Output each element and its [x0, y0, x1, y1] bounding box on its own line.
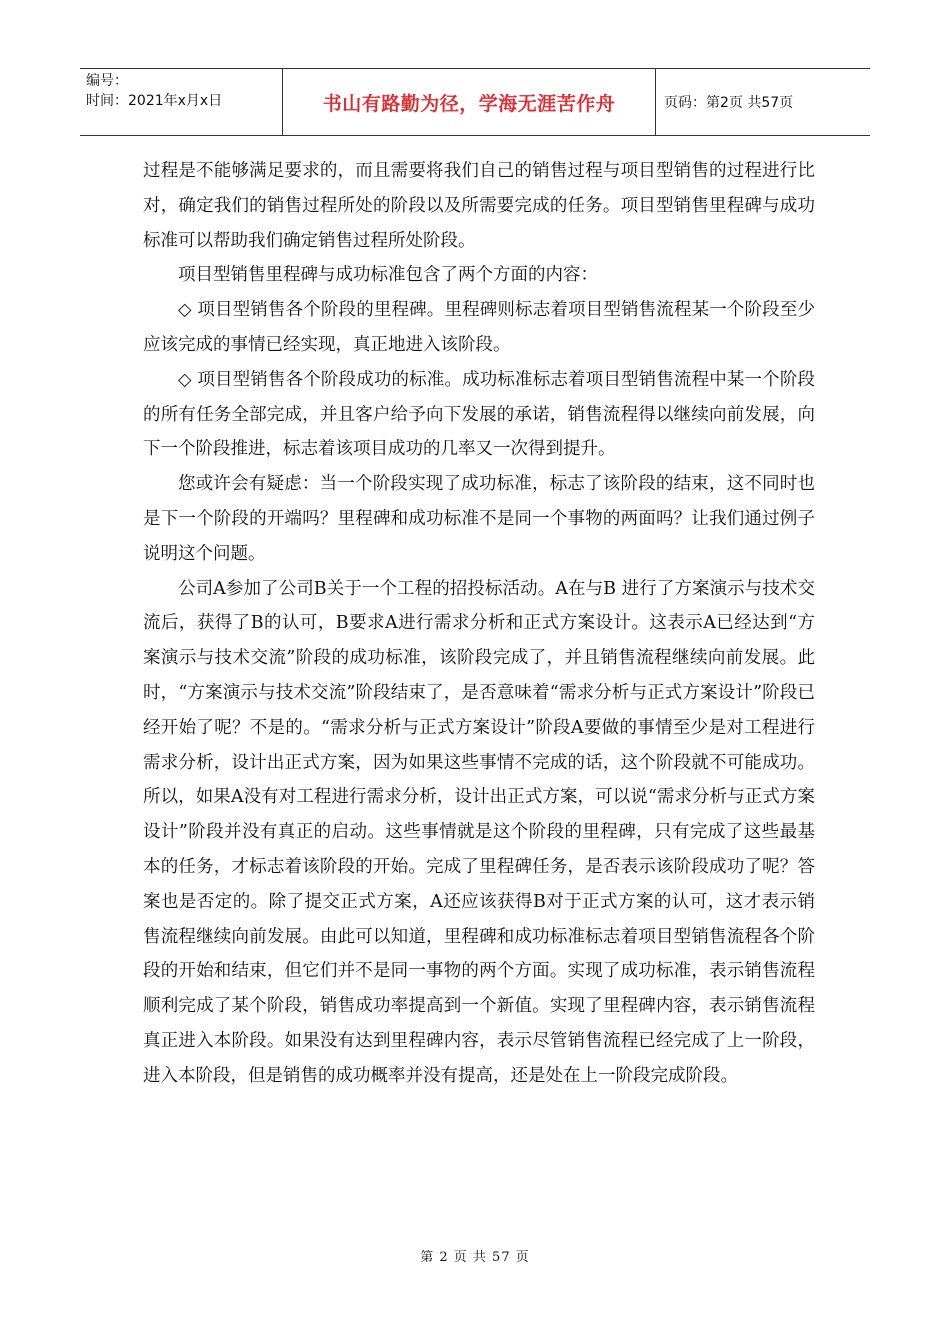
body-paragraph: 项目型销售里程碑与成功标准包含了两个方面的内容： [178, 265, 598, 286]
bullet-paragraph: ◇ 项目型销售各个阶段成功的标准。成功标准标志着项目型销售流程中某一个阶段的所有任务全部完成，并且客户给予向下发展的承诺，销售流程得以继续向前发展，向下一个阶段推进，标志着该项目成功的几率又一次得到提升。 [143, 369, 815, 460]
header-motto-cell [283, 69, 656, 135]
header-page-cell [656, 69, 870, 135]
page-header [80, 68, 870, 136]
document-number-label: 编号： [86, 73, 128, 89]
header-page-code: 页码：第2页 共57页 [664, 95, 794, 111]
bullet-paragraph: ◇ 项目型销售各个阶段的里程碑。里程碑则标志着项目型销售流程某一个阶段至少应该完成的事情已经实现，真正地进入该阶段。 [143, 300, 815, 355]
document-date-label: 时间：2021年x月x日 [86, 93, 223, 109]
document-body [143, 154, 815, 1094]
header-meta-cell [80, 69, 283, 135]
header-motto: 书山有路勤为径，学海无涯苦作舟 [322, 92, 616, 115]
page-footer: 第 2 页 共 57 页 [420, 1250, 530, 1265]
body-paragraph: 您或许会有疑虑：当一个阶段实现了成功标准，标志了该阶段的结束，这不同时也是下一个阶段的开端吗？里程碑和成功标准不是同一个事物的两面吗？让我们通过例子说明这个问题。 [143, 474, 815, 564]
body-paragraph: 过程是不能够满足要求的，而且需要将我们自己的销售过程与项目型销售的过程进行比对，确定我们的销售过程所处的阶段以及所需要完成的任务。项目型销售里程碑与成功标准可以帮助我们确定销售过程所处阶段。 [143, 161, 815, 251]
body-paragraph: 公司A参加了公司B关于一个工程的招投标活动。A在与B 进行了方案演示与技术交流后，获得了B的认可，B要求A进行需求分析和正式方案设计。这表示A已经达到“方案演示与技术交流”阶段的成功标准，该阶段完成了，并且销售流程继续向前发展。此时，“方案演示与技术交流”阶段结束了，是否意味着“需求分析与正式方案设计”阶段已经开始了呢？不是的。“需求分析与正式方案设计”阶段A要做的事情至少是对工程进行需求分析，设计出正式方案，因为如果这些事情不完成的话，这个阶段就不可能成功。所以，如果A没有对工程进行需求分析，设计出正式方案，可以说“需求分析与正式方案设计”阶段并没有真正的启动。这些事情就是这个阶段的里程碑，只有完成了这些最基本的任务，才标志着该阶段的开始。完成了里程碑任务，是否表示该阶段成功了呢？答案也是否定的。除了提交正式方案，A还应该获得B对于正式方案的认可，这才表示销售流程继续向前发展。由此可以知道，里程碑和成功标准标志着项目型销售流程各个阶段的开始和结束，但它们并不是同一事物的两个方面。实现了成功标准，表示销售流程顺利完成了某个阶段，销售成功率提高到一个新值。实现了里程碑内容，表示销售流程真正进入本阶段。如果没有达到里程碑内容，表示尽管销售流程已经完成了上一阶段，进入本阶段，但是销售的成功概率并没有提高，还是处在上一阶段完成阶段。 [143, 578, 815, 1086]
